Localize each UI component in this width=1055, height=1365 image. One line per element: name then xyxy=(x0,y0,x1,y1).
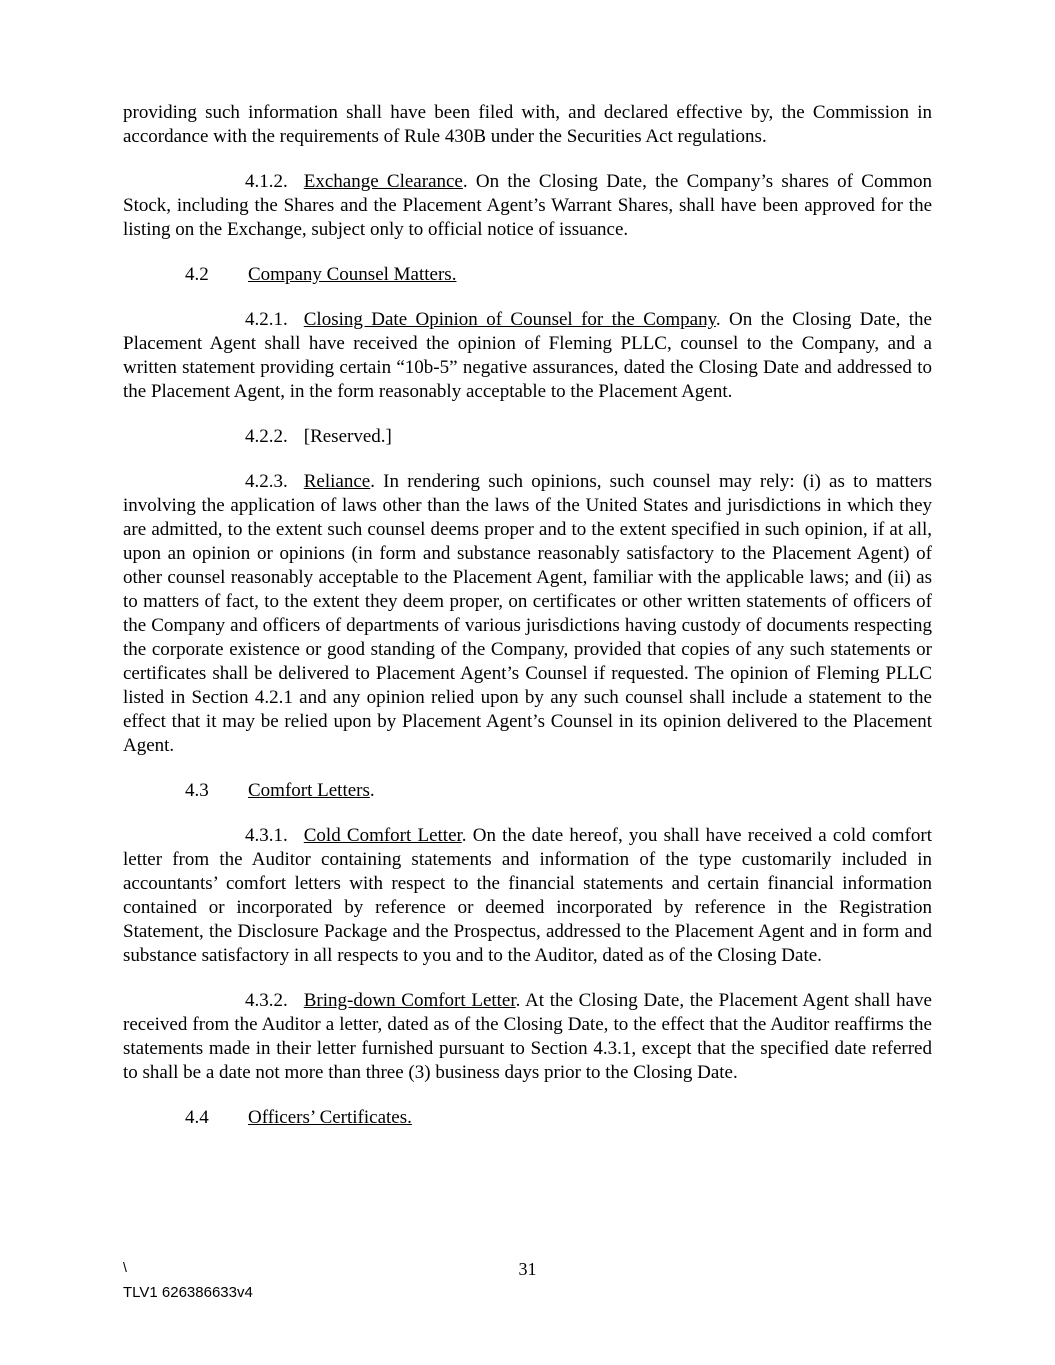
paragraph-text: . In rendering such opinions, such counsel may rely: (i) as to matters involving the application of laws other than the laws of the United States and jurisdictions in which they are admitted, to the extent such counsel deems proper and to the extent specified in such opinion, if at all, upon an opinion or opinions (in form and substance reasonably satisfactory to the Placement Agent) of other counsel reasonably acceptable to the Placement Agent, familiar with the applicable laws; and (ii) as to matters of fact, to the extent they deem proper, on certificates or other written statements of officers of the Company and officers of departments of various jurisdictions having custody of documents respecting the corporate existence or good standing of the Company, provided that copies of any such statements or certificates shall be delivered to Placement Agent’s Counsel if requested. The opinion of Fleming PLLC listed in Section 4.2.1 and any opinion relied upon by any such counsel shall include a statement to the effect that it may be relied upon by Placement Agent’s Counsel in its opinion delivered to the Placement Agent. xyxy=(123,471,932,756)
paragraph-text: [Reserved.] xyxy=(303,426,392,447)
paragraph-number: 4.3.1. xyxy=(245,825,288,846)
paragraph-number: 4.2.3. xyxy=(245,471,288,492)
paragraph-heading: Bring-down Comfort Letter xyxy=(303,990,516,1011)
paragraph-heading: Exchange Clearance xyxy=(303,171,463,192)
section-suffix: . xyxy=(369,780,375,801)
section-heading-4-2 xyxy=(123,263,932,287)
section-number: 4.3 xyxy=(185,780,209,801)
section-number: 4.4 xyxy=(185,1107,209,1128)
document-body xyxy=(123,101,932,1151)
paragraph-text: . On the date hereof, you shall have received a cold comfort letter from the Auditor containing statements and information of the type customarily included in accountants’ comfort letters with respect to the financial statements and certain financial information contained or incorporated by reference or deemed incorporated by reference in the Registration Statement, the Disclosure Package and the Prospectus, addressed to the Placement Agent and in form and substance satisfactory in all respects to you and to the Auditor, dated as of the Closing Date. xyxy=(123,825,932,966)
section-title: Officers’ Certificates. xyxy=(248,1107,412,1128)
paragraph-4-2-1 xyxy=(123,308,932,404)
paragraph-4-3-1 xyxy=(123,824,932,968)
paragraph-4-2-3 xyxy=(123,470,932,758)
paragraph-4-2-2 xyxy=(123,425,932,449)
paragraph-heading: Cold Comfort Letter xyxy=(303,825,462,846)
section-number: 4.2 xyxy=(185,264,209,285)
paragraph-text: . On the Closing Date, the Placement Agent shall have received the opinion of Fleming PLLC, counsel to the Company, and a written statement providing certain “10b-5” negative assurances, dated the Closing Date and addressed to the Placement Agent, in the form reasonably acceptable to the Placement Agent. xyxy=(123,309,932,402)
page-number: 31 xyxy=(518,1259,537,1279)
paragraph-heading: Closing Date Opinion of Counsel for the Company xyxy=(303,309,716,330)
paragraph-4-3-2 xyxy=(123,989,932,1085)
section-title: Comfort Letters xyxy=(248,780,370,801)
paragraph-number: 4.2.2. xyxy=(245,426,288,447)
document-id: TLV1 626386633v4 xyxy=(123,1284,253,1301)
section-heading-4-4 xyxy=(123,1106,932,1130)
paragraph-number: 4.2.1. xyxy=(245,309,288,330)
paragraph-text: . At the Closing Date, the Placement Agent shall have received from the Auditor a letter, dated as of the Closing Date, to the effect that the Auditor reaffirms the statements made in their letter furnished pursuant to Section 4.3.1, except that the specified date referred to shall be a date not more than three (3) business days prior to the Closing Date. xyxy=(123,990,932,1083)
section-heading-4-3 xyxy=(123,779,932,803)
footer-backslash: \ xyxy=(123,1259,127,1275)
paragraph-heading: Reliance xyxy=(303,471,371,492)
paragraph-text: . On the Closing Date, the Company’s shares of Common Stock, including the Shares and the Placement Agent’s Warrant Shares, shall have been approved for the listing on the Exchange, subject only to official notice of issuance. xyxy=(123,171,932,240)
section-title: Company Counsel Matters. xyxy=(248,264,457,285)
paragraph-number: 4.3.2. xyxy=(245,990,288,1011)
paragraph-text: providing such information shall have been filed with, and declared effective by, the Commission in accordance with the requirements of Rule 430B under the Securities Act regulations. xyxy=(123,102,932,147)
paragraph-continuation xyxy=(123,101,932,149)
paragraph-number: 4.1.2. xyxy=(245,171,288,192)
paragraph-4-1-2 xyxy=(123,170,932,242)
